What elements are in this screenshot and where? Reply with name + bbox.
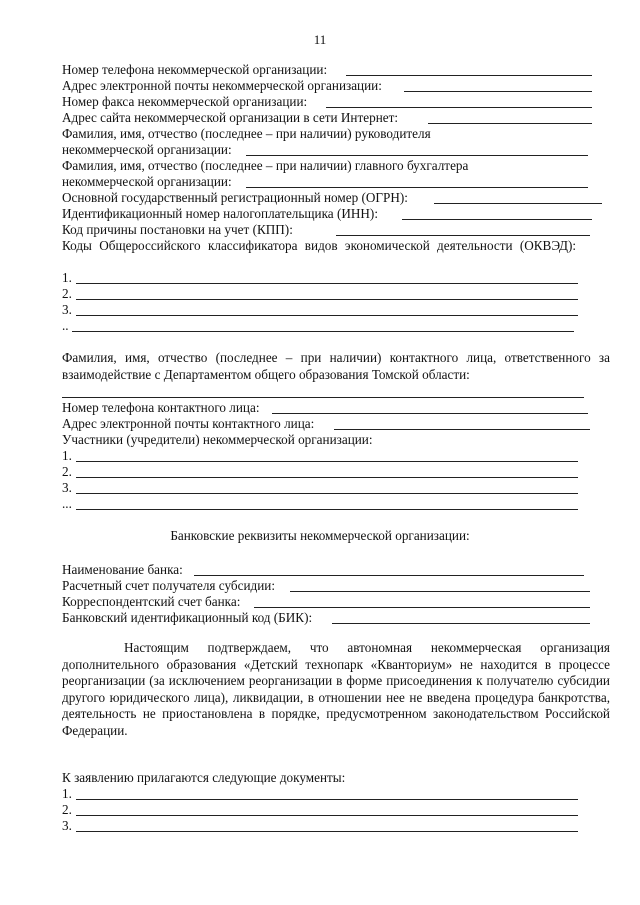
bank-name-field[interactable] bbox=[194, 575, 584, 576]
okved-item-number: 2. bbox=[62, 286, 72, 301]
org-fax-label: Номер факса некоммерческой организации: bbox=[62, 94, 308, 109]
account-label: Расчетный счет получателя субсидии: bbox=[62, 578, 275, 593]
bank-name-label: Наименование банка: bbox=[62, 562, 183, 577]
corr-account-field[interactable] bbox=[254, 607, 590, 608]
inn-label: Идентификационный номер налогоплательщика (ИНН): bbox=[62, 206, 378, 221]
inn-field[interactable] bbox=[402, 219, 592, 220]
org-phone-field[interactable] bbox=[346, 75, 592, 76]
contact-person-field[interactable] bbox=[62, 397, 584, 398]
contact-phone-field[interactable] bbox=[272, 413, 588, 414]
founder-item-number: 1. bbox=[62, 448, 72, 463]
head-name-label-cont: некоммерческой организации: bbox=[62, 142, 232, 157]
contact-email-field[interactable] bbox=[334, 429, 590, 430]
contact-phone-label: Номер телефона контактного лица: bbox=[62, 400, 260, 415]
okved-item-field[interactable] bbox=[76, 299, 578, 300]
founder-item-number: 2. bbox=[62, 464, 72, 479]
okved-item-field[interactable] bbox=[72, 331, 574, 332]
accountant-name-field[interactable] bbox=[246, 187, 588, 188]
contact-person-label: Фамилия, имя, отчество (последнее – при наличии) контактного лица, ответственного за взаимодействие с Департаментом общего образования Томской области: bbox=[62, 350, 610, 382]
page-number: 11 bbox=[313, 32, 327, 47]
bik-label: Банковский идентификационный код (БИК): bbox=[62, 610, 313, 625]
org-phone-label: Номер телефона некоммерческой организации: bbox=[62, 62, 328, 77]
founder-item-number: ... bbox=[62, 496, 72, 511]
okved-item-number: 3. bbox=[62, 302, 72, 317]
founder-item-field[interactable] bbox=[76, 493, 578, 494]
org-email-field[interactable] bbox=[404, 91, 592, 92]
attachment-item-number: 3. bbox=[62, 818, 72, 833]
org-fax-field[interactable] bbox=[326, 107, 592, 108]
attachments-heading: К заявлению прилагаются следующие документы: bbox=[62, 770, 346, 785]
org-website-label: Адрес сайта некоммерческой организации в сети Интернет: bbox=[62, 110, 399, 125]
okved-item-number: 1. bbox=[62, 270, 72, 285]
okved-label: Коды Общероссийского классификатора видов экономической деятельности (ОКВЭД): bbox=[62, 238, 577, 253]
okved-item-field[interactable] bbox=[76, 315, 578, 316]
org-website-field[interactable] bbox=[428, 123, 592, 124]
founder-item-field[interactable] bbox=[76, 461, 578, 462]
attachment-item-field[interactable] bbox=[76, 799, 578, 800]
attachment-item-number: 1. bbox=[62, 786, 72, 801]
attachment-item-field[interactable] bbox=[76, 815, 578, 816]
bik-field[interactable] bbox=[332, 623, 590, 624]
accountant-name-label-cont: некоммерческой организации: bbox=[62, 174, 232, 189]
attachment-item-field[interactable] bbox=[76, 831, 578, 832]
founders-label: Участники (учредители) некоммерческой организации: bbox=[62, 432, 373, 447]
founder-item-number: 3. bbox=[62, 480, 72, 495]
okved-item-field[interactable] bbox=[76, 283, 578, 284]
org-email-label: Адрес электронной почты некоммерческой организации: bbox=[62, 78, 382, 93]
account-field[interactable] bbox=[290, 591, 590, 592]
ogrn-field[interactable] bbox=[434, 203, 602, 204]
founder-item-field[interactable] bbox=[76, 509, 578, 510]
confirmation-paragraph: Настоящим подтверждаем, что автономная некоммерческая организация дополнительного образования «Детский технопарк «Кванториум» не находится в процессе реорганизации (за исключением реорганизации в форме присоединения к получателю субсидии другого юридического лица), ликвидации, в отношении нее не введена процедура банкротства, деятельность не приостановлена в порядке, предусмотренном законодательством Российской Федерации. bbox=[62, 640, 610, 738]
founder-item-field[interactable] bbox=[76, 477, 578, 478]
corr-account-label: Корреспондентский счет банка: bbox=[62, 594, 241, 609]
head-name-label: Фамилия, имя, отчество (последнее – при наличии) руководителя bbox=[62, 126, 431, 141]
kpp-field[interactable] bbox=[336, 235, 590, 236]
contact-email-label: Адрес электронной почты контактного лица: bbox=[62, 416, 315, 431]
okved-item-number: .. bbox=[62, 318, 69, 333]
bank-details-heading: Банковские реквизиты некоммерческой организации: bbox=[170, 528, 470, 543]
head-name-field[interactable] bbox=[246, 155, 588, 156]
kpp-label: Код причины постановки на учет (КПП): bbox=[62, 222, 293, 237]
ogrn-label: Основной государственный регистрационный номер (ОГРН): bbox=[62, 190, 408, 205]
accountant-name-label: Фамилия, имя, отчество (последнее – при наличии) главного бухгалтера bbox=[62, 158, 469, 173]
attachment-item-number: 2. bbox=[62, 802, 72, 817]
